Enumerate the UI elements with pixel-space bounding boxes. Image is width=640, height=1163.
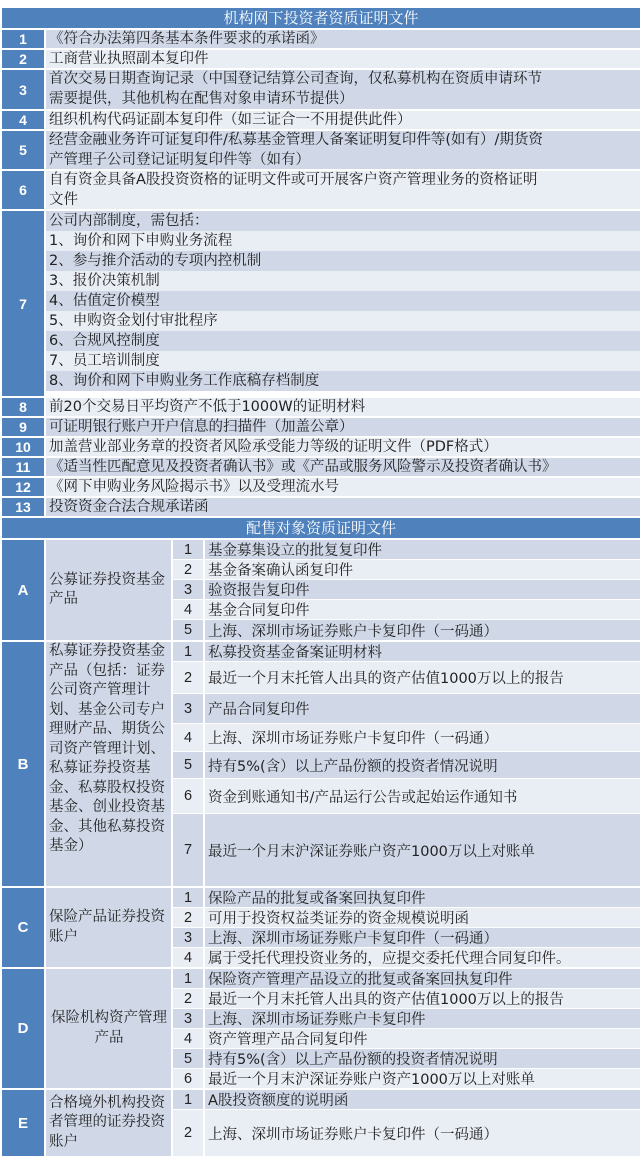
requirement-text (46, 111, 640, 129)
item-number: 4 (173, 1029, 203, 1048)
item-number: 3 (173, 928, 203, 947)
requirement-line: 加盖营业部业务章的投资者风险承受能力等级的证明文件（PDF格式） (49, 439, 498, 455)
requirement-text (46, 418, 640, 436)
requirement-row (2, 478, 640, 496)
requirement-line: 可证明银行账户开户信息的扫描件（加盖公章） (49, 419, 354, 435)
requirement-subline: 3、报价决策机制 (46, 271, 640, 291)
requirement-text (46, 458, 640, 476)
group-item (173, 928, 640, 947)
item-text: 最近一个月末托管人出具的资产估值1000万以上的报告 (205, 989, 640, 1008)
requirement-text (46, 50, 640, 68)
group-d (2, 969, 640, 1088)
item-text: 上海、深圳市场证券账户卡复印件（一码通） (205, 620, 640, 640)
item-text: 基金募集设立的批复复印件 (205, 540, 640, 559)
requirement-text (46, 171, 640, 209)
item-text: 上海、深圳市场证券账户卡复印件（一码通） (205, 1110, 640, 1156)
item-number: 5 (173, 1049, 203, 1068)
requirement-text (46, 398, 640, 416)
item-number: 3 (173, 580, 203, 599)
row-number: 11 (2, 458, 44, 476)
row-number: 5 (2, 131, 44, 169)
item-text: A股投资额度的说明函 (205, 1090, 640, 1109)
item-text: 上海、深圳市场证券账户卡复印件（一码通） (205, 928, 640, 947)
group-item (173, 1029, 640, 1048)
requirement-text (46, 30, 640, 48)
group-code: D (2, 969, 44, 1088)
group-code: E (2, 1090, 44, 1156)
row-number: 12 (2, 478, 44, 496)
item-number: 4 (173, 724, 203, 751)
institution-docs-list (2, 30, 640, 516)
requirement-line: 自有资金具备A股投资资格的证明文件或可开展客户资产管理业务的资格证明 (49, 172, 538, 188)
requirement-subline: 4、估值定价模型 (46, 291, 640, 311)
group-item (173, 1110, 640, 1156)
group-e (2, 1090, 640, 1156)
item-number: 1 (173, 540, 203, 559)
group-category (46, 540, 171, 640)
row-number: 10 (2, 438, 44, 456)
item-text: 上海、深圳市场证券账户卡复印件 (205, 1009, 640, 1028)
group-category (46, 888, 171, 967)
group-item (173, 1069, 640, 1088)
row-number: 7 (2, 211, 44, 396)
group-item (173, 969, 640, 988)
requirement-line: 文件 (49, 191, 78, 208)
requirement-row (2, 418, 640, 436)
item-text: 资金到账通知书/产品运行公告或起始运作通知书 (205, 779, 640, 813)
group-code: A (2, 540, 44, 640)
item-number: 6 (173, 1069, 203, 1088)
item-number: 7 (173, 814, 203, 886)
item-text: 上海、深圳市场证券账户卡复印件（一码通） (205, 724, 640, 751)
item-number: 2 (173, 989, 203, 1008)
requirement-text (46, 70, 640, 109)
group-item (173, 580, 640, 599)
item-number: 6 (173, 779, 203, 813)
requirement-row (2, 111, 640, 129)
group-item (173, 724, 640, 751)
requirement-line: 《符合办法第四条基本条件要求的承诺函》 (49, 31, 325, 47)
group-item (173, 662, 640, 693)
group-category-label: 保险机构资产管理产品 (51, 1010, 167, 1046)
item-text: 私募投资基金备案证明材料 (205, 642, 640, 661)
document-table (2, 8, 640, 1158)
requirement-text (46, 498, 640, 516)
item-text: 产品合同复印件 (205, 694, 640, 723)
group-category-label: 合格境外机构投资者管理的证券投资账户 (49, 1094, 165, 1150)
group-category-label: 私募证券投资基金产品（包括：证券公司资产管理计划、基金公司专户理财产品、期货公司资产管理计划、私募证券投资基金、私募股权投资基金、创业投资基金、其他私募投资基金） (49, 643, 165, 854)
group-item (173, 540, 640, 559)
group-category-label: 保险产品证券投资账户 (49, 909, 165, 945)
requirement-line: 工商营业执照副本复印件 (49, 51, 209, 67)
item-text: 持有5%(含）以上产品份额的投资者情况说明 (205, 1049, 640, 1068)
group-item (173, 1049, 640, 1068)
requirement-row (2, 30, 640, 48)
row-number: 2 (2, 50, 44, 68)
requirement-row (2, 458, 640, 476)
item-number: 4 (173, 600, 203, 619)
requirement-subline: 5、申购资金划付审批程序 (46, 311, 640, 331)
requirement-line: 经营金融业务许可证复印件/私募基金管理人备案证明复印件等(如有）/期货资 (49, 132, 543, 148)
requirement-text (46, 438, 640, 456)
group-item (173, 779, 640, 813)
row-number: 8 (2, 398, 44, 416)
group-item (173, 694, 640, 723)
requirement-line: 《网下申购业务风险揭示书》以及受理流水号 (49, 479, 339, 495)
requirement-row (2, 131, 640, 169)
requirement-line: 《适当性匹配意见及投资者确认书》或《产品或服务风险警示及投资者确认书》 (49, 459, 557, 475)
item-number: 1 (173, 969, 203, 988)
group-item (173, 1009, 640, 1028)
requirement-subline: 7、员工培训制度 (46, 351, 640, 371)
group-item (173, 814, 640, 886)
group-category (46, 1090, 171, 1156)
item-text: 持有5%(含）以上产品份额的投资者情况说明 (205, 752, 640, 778)
group-item (173, 560, 640, 579)
row-number: 13 (2, 498, 44, 516)
requirement-row (2, 498, 640, 516)
requirement-subline: 公司内部制度，需包括： (46, 211, 640, 231)
requirement-subline: 1、询价和网下申购业务流程 (46, 231, 640, 251)
requirement-line: 组织机构代码证副本复印件（如三证合一不用提供此件） (49, 112, 412, 128)
item-number: 2 (173, 908, 203, 927)
requirement-subline: 8、询价和网下申购业务工作底稿存档制度 (46, 371, 640, 391)
item-text: 保险资产管理产品设立的批复或备案回执复印件 (205, 969, 640, 988)
item-text: 可用于投资权益类证券的资金规模说明函 (205, 908, 640, 927)
group-a (2, 540, 640, 640)
group-item (173, 1090, 640, 1109)
section-title-placement-docs: 配售对象资质证明文件 (2, 518, 640, 538)
requirement-row (2, 438, 640, 456)
group-item (173, 948, 640, 967)
item-number: 1 (173, 888, 203, 907)
group-code: C (2, 888, 44, 967)
requirement-row (2, 50, 640, 68)
item-text: 基金备案确认函复印件 (205, 560, 640, 579)
requirement-line: 前20个交易日平均资产不低于1000W的证明材料 (49, 399, 366, 415)
group-category-label: 公募证券投资基金产品 (49, 571, 165, 607)
row-number: 6 (2, 171, 44, 209)
requirement-line: 投资资金合法合规承诺函 (49, 499, 209, 515)
item-number: 2 (173, 662, 203, 693)
row-number: 4 (2, 111, 44, 129)
item-text: 资产管理产品合同复印件 (205, 1029, 640, 1048)
placement-docs-list (2, 540, 640, 1156)
item-number: 5 (173, 620, 203, 640)
row-number: 1 (2, 30, 44, 48)
row-number: 9 (2, 418, 44, 436)
requirement-subline: 2、参与推介活动的专项内控机制 (46, 251, 640, 271)
requirement-line: 产管理子公司登记证明复印件等（如有） (49, 151, 310, 168)
group-item (173, 908, 640, 927)
item-number: 4 (173, 948, 203, 967)
item-number: 5 (173, 752, 203, 778)
requirement-text (46, 478, 640, 496)
item-text: 基金合同复印件 (205, 600, 640, 619)
group-category (46, 969, 171, 1088)
item-text: 保险产品的批复或备案回执复印件 (205, 888, 640, 907)
group-item (173, 600, 640, 619)
requirement-row (2, 211, 640, 396)
item-text: 最近一个月末托管人出具的资产估值1000万以上的报告 (205, 662, 640, 693)
section-title-institution-docs: 机构网下投资者资质证明文件 (2, 8, 640, 28)
group-item (173, 752, 640, 778)
item-number: 3 (173, 1009, 203, 1028)
requirement-text (46, 131, 640, 169)
item-text: 最近一个月末沪深证券账户资产1000万以上对账单 (205, 1069, 640, 1088)
group-code: B (2, 642, 44, 886)
requirement-row (2, 398, 640, 416)
group-category (46, 642, 171, 886)
item-number: 2 (173, 560, 203, 579)
row-number: 3 (2, 70, 44, 109)
item-text: 最近一个月末沪深证券账户资产1000万以上对账单 (205, 814, 640, 886)
group-item (173, 989, 640, 1008)
requirement-line: 首次交易日期查询记录（中国登记结算公司查询，仅私募机构在资质申请环节 (49, 71, 542, 87)
item-number: 1 (173, 642, 203, 661)
group-c (2, 888, 640, 967)
requirement-subline: 6、合规风控制度 (46, 331, 640, 351)
group-b (2, 642, 640, 886)
item-text: 验资报告复印件 (205, 580, 640, 599)
requirement-row (2, 171, 640, 209)
requirement-row (2, 70, 640, 109)
group-item (173, 888, 640, 907)
item-text: 属于受托代理投资业务的，应提交委托代理合同复印件。 (205, 948, 640, 967)
group-item (173, 620, 640, 640)
item-number: 3 (173, 694, 203, 723)
group-item (173, 642, 640, 661)
item-number: 1 (173, 1090, 203, 1109)
requirement-line: 需要提供，其他机构在配售对象申请环节提供） (49, 90, 354, 107)
item-number: 2 (173, 1110, 203, 1156)
